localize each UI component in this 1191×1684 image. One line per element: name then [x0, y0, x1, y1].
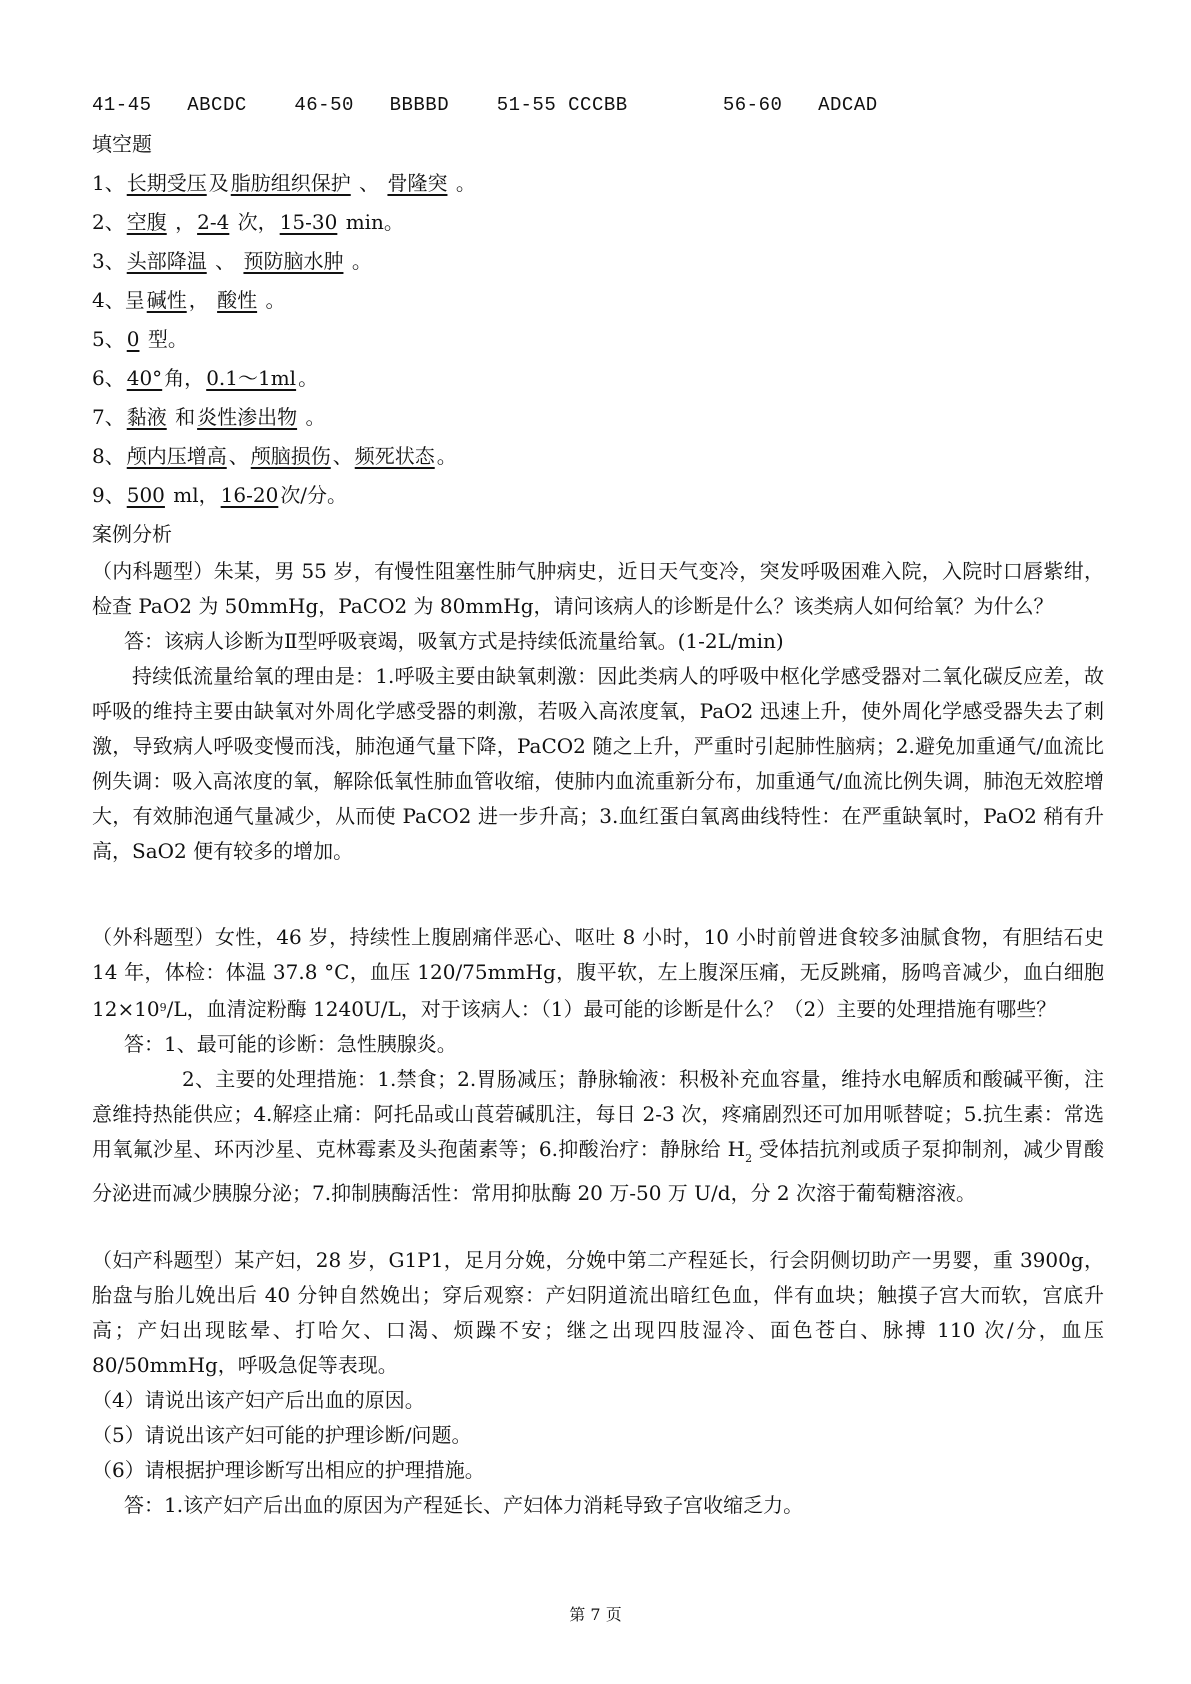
fill-answer: 0	[126, 327, 140, 351]
fill-answer: 颅脑损伤	[250, 444, 331, 468]
item-number: 1、	[92, 171, 125, 195]
subscript: 2	[745, 1152, 753, 1165]
spacer	[92, 869, 1104, 904]
answer-letters: ADCAD	[818, 94, 878, 116]
case1-explanation: 持续低流量给氧的理由是：1.呼吸主要由缺氧刺激：因此类病人的呼吸中枢化学感受器对二氧化碳反应差，故呼吸的维持主要由缺氧对外周化学感受器的刺激，若吸入高浓度氧，PaO2 迅速上升，使外周化学感受器失去了刺激，导致病人呼吸变慢而浅，肺泡通气量下降，PaCO2 随之上升，严重时引起肺性脑病；2.避免加重通气/血流比例失调：吸入高浓度的氧，解除低氧性肺血管收缩，使肺内血流重新分布，加重通气/血流比例失调，肺泡无效腔增大，有效肺泡通气量减少，从而使 PaCO2 进一步升高；3.血红蛋白氧离曲线特性：在严重缺氧时，PaO2 稍有升高，SaO2 便有较多的增加。	[92, 664, 1104, 863]
answers-row	[92, 86, 1104, 125]
fill-text: 、	[359, 171, 380, 195]
fill-item-9	[92, 476, 1104, 515]
fill-text: ，	[175, 210, 196, 234]
case2-question	[92, 920, 1104, 1027]
fill-answer: 频死状态	[354, 444, 435, 468]
fill-heading: 填空题	[92, 132, 152, 156]
answer-letters: BBBBD	[389, 94, 450, 116]
case1-question: （内科题型）朱某，男 55 岁，有慢性阻塞性肺气肿病史，近日天气变冷，突发呼吸困难入院，入院时口唇紫绀，检查 PaO2 为 50mmHg，PaCO2 为 80mmHg，请问该病人的诊断是什么？该类病人如何给氧？为什么？	[92, 559, 1104, 618]
answer-letters: ABCDC	[187, 94, 247, 116]
fill-text: 。	[455, 171, 476, 195]
fill-answer: 预防脑水肿	[243, 249, 344, 273]
fill-answer: 空腹	[126, 210, 167, 234]
fill-text: ，	[188, 288, 209, 312]
case3-answer-1: 答：1.该产妇产后出血的原因为产程延长、产妇体力消耗导致子宫收缩乏力。	[124, 1493, 804, 1517]
fill-answer: 酸性	[217, 288, 258, 312]
answer-range: 46-50	[294, 94, 354, 116]
case2-question-text: /L，血清淀粉酶 1240U/L，对于该病人：（1）最可能的诊断是什么？（2）主要的处理措施有哪些？	[166, 997, 1057, 1021]
fill-text: 次，	[237, 210, 278, 234]
fill-text: 型。	[147, 327, 188, 351]
fill-item-4	[92, 281, 1104, 320]
fill-item-7	[92, 398, 1104, 437]
item-number: 7、	[92, 405, 125, 429]
case2-answer-2	[92, 1062, 1104, 1211]
answer-range: 51-55	[496, 94, 557, 116]
page-footer	[0, 1602, 1191, 1625]
answer-range: 56-60	[722, 94, 783, 116]
case2-answer-1: 答：1、最可能的诊断：急性胰腺炎。	[124, 1032, 457, 1056]
case3-subquestion-4: （4）请说出该产妇产后出血的原因。	[92, 1388, 425, 1412]
fill-item-5	[92, 320, 1104, 359]
fill-text: ml，	[173, 483, 219, 507]
fill-answer: 黏液	[126, 405, 167, 429]
case2-answer-text: 2、主要的处理措施：1.禁食；2.胃肠减压；静脉输液：积极补充血容量，维持水电解质和酸碱平衡，注意维持热能供应；4.解痉止痛：阿托品或山莨菪碱肌注，每日 2-3 次，疼痛剧烈还可加用哌替啶；5.抗生素：常选用氧氟沙星、环丙沙星、克林霉素及头孢菌素等；6.抑酸治疗：静脉给 H	[92, 1067, 1104, 1161]
fill-text: 、	[228, 444, 249, 468]
case1-answer: 答：该病人诊断为Ⅱ型呼吸衰竭，吸氧方式是持续低流量给氧。(1-2L/min)	[124, 629, 784, 653]
answer-letters: CCCBB	[568, 94, 628, 116]
fill-text: 次/分。	[280, 483, 348, 507]
case3-question: （妇产科题型）某产妇，28 岁，G1P1，足月分娩，分娩中第二产程延长，行会阴侧切助产一男婴，重 3900g，胎盘与胎儿娩出后 40 分钟自然娩出；穿后观察：产妇阴道流出暗红色血，伴有血块；触摸子宫大而软，宫底升高；产妇出现眩晕、打哈欠、口渴、烦躁不安；继之出现四肢湿冷、面色苍白、脉搏 110 次/分，血压 80/50mmHg，呼吸急促等表现。	[92, 1248, 1104, 1377]
fill-text: 和	[175, 405, 196, 429]
fill-text: 及	[208, 171, 229, 195]
item-number: 2、	[92, 210, 125, 234]
fill-item-6	[92, 359, 1104, 398]
fill-item-8	[92, 437, 1104, 476]
fill-answer: 0.1～1ml	[206, 366, 297, 390]
fill-answer: 骨隆突	[387, 171, 448, 195]
fill-text: 呈	[124, 288, 145, 312]
fill-answer: 炎性渗出物	[197, 405, 298, 429]
case3-subquestion-5: （5）请说出该产妇可能的护理诊断/问题。	[92, 1423, 472, 1447]
case2-question-text: （外科题型）女性，46 岁，持续性上腹剧痛伴恶心、呕吐 8 小时，10 小时前曾进食较多油腻食物，有胆结石史 14 年，体检：体温 37.8 °C，血压 120/75mmHg，腹平软，左上腹深压痛，无反跳痛，肠鸣音减少，血白细胞 12×10	[92, 925, 1104, 1021]
page-number: 7	[590, 1605, 601, 1624]
document-page	[92, 86, 1104, 1523]
fill-text: 。	[436, 444, 457, 468]
fill-answer: 16-20	[220, 483, 279, 507]
fill-text: min。	[345, 210, 404, 234]
fill-text: 角，	[164, 366, 205, 390]
fill-text: 。	[351, 249, 372, 273]
fill-item-3	[92, 242, 1104, 281]
case-heading: 案例分析	[92, 522, 172, 546]
case3-subquestion-6: （6）请根据护理诊断写出相应的护理措施。	[92, 1458, 485, 1482]
fill-answer: 脂肪组织保护	[230, 171, 351, 195]
item-number: 4、	[92, 288, 125, 312]
fill-text: 。	[298, 366, 319, 390]
fill-answer: 碱性	[146, 288, 187, 312]
fill-text: 。	[265, 288, 286, 312]
fill-answer: 15-30	[279, 210, 338, 234]
fill-answer: 40°	[126, 366, 163, 390]
fill-answer: 头部降温	[126, 249, 207, 273]
fill-item-2	[92, 203, 1104, 242]
fill-text: 、	[332, 444, 353, 468]
fill-answer: 长期受压	[126, 171, 207, 195]
item-number: 3、	[92, 249, 125, 273]
fill-answer: 2-4	[197, 210, 230, 234]
footer-suffix: 页	[605, 1605, 622, 1624]
fill-text: 。	[305, 405, 326, 429]
fill-item-1	[92, 164, 1104, 203]
fill-text: 、	[215, 249, 236, 273]
fill-answer: 颅内压增高	[126, 444, 227, 468]
fill-answer: 500	[126, 483, 165, 507]
item-number: 9、	[92, 483, 125, 507]
answer-range: 41-45	[92, 94, 152, 116]
footer-prefix: 第	[569, 1605, 586, 1624]
case2-answer-text: 受体拮抗剂或质子泵抑制剂，减少胃酸分泌进而减少胰腺分泌；7.抑制胰酶活性：常用抑肽酶 20 万-50 万 U/d，分 2 次溶于葡萄糖溶液。	[92, 1137, 1104, 1205]
item-number: 5、	[92, 327, 125, 351]
item-number: 6、	[92, 366, 125, 390]
superscript: 9	[159, 1001, 167, 1014]
item-number: 8、	[92, 444, 125, 468]
